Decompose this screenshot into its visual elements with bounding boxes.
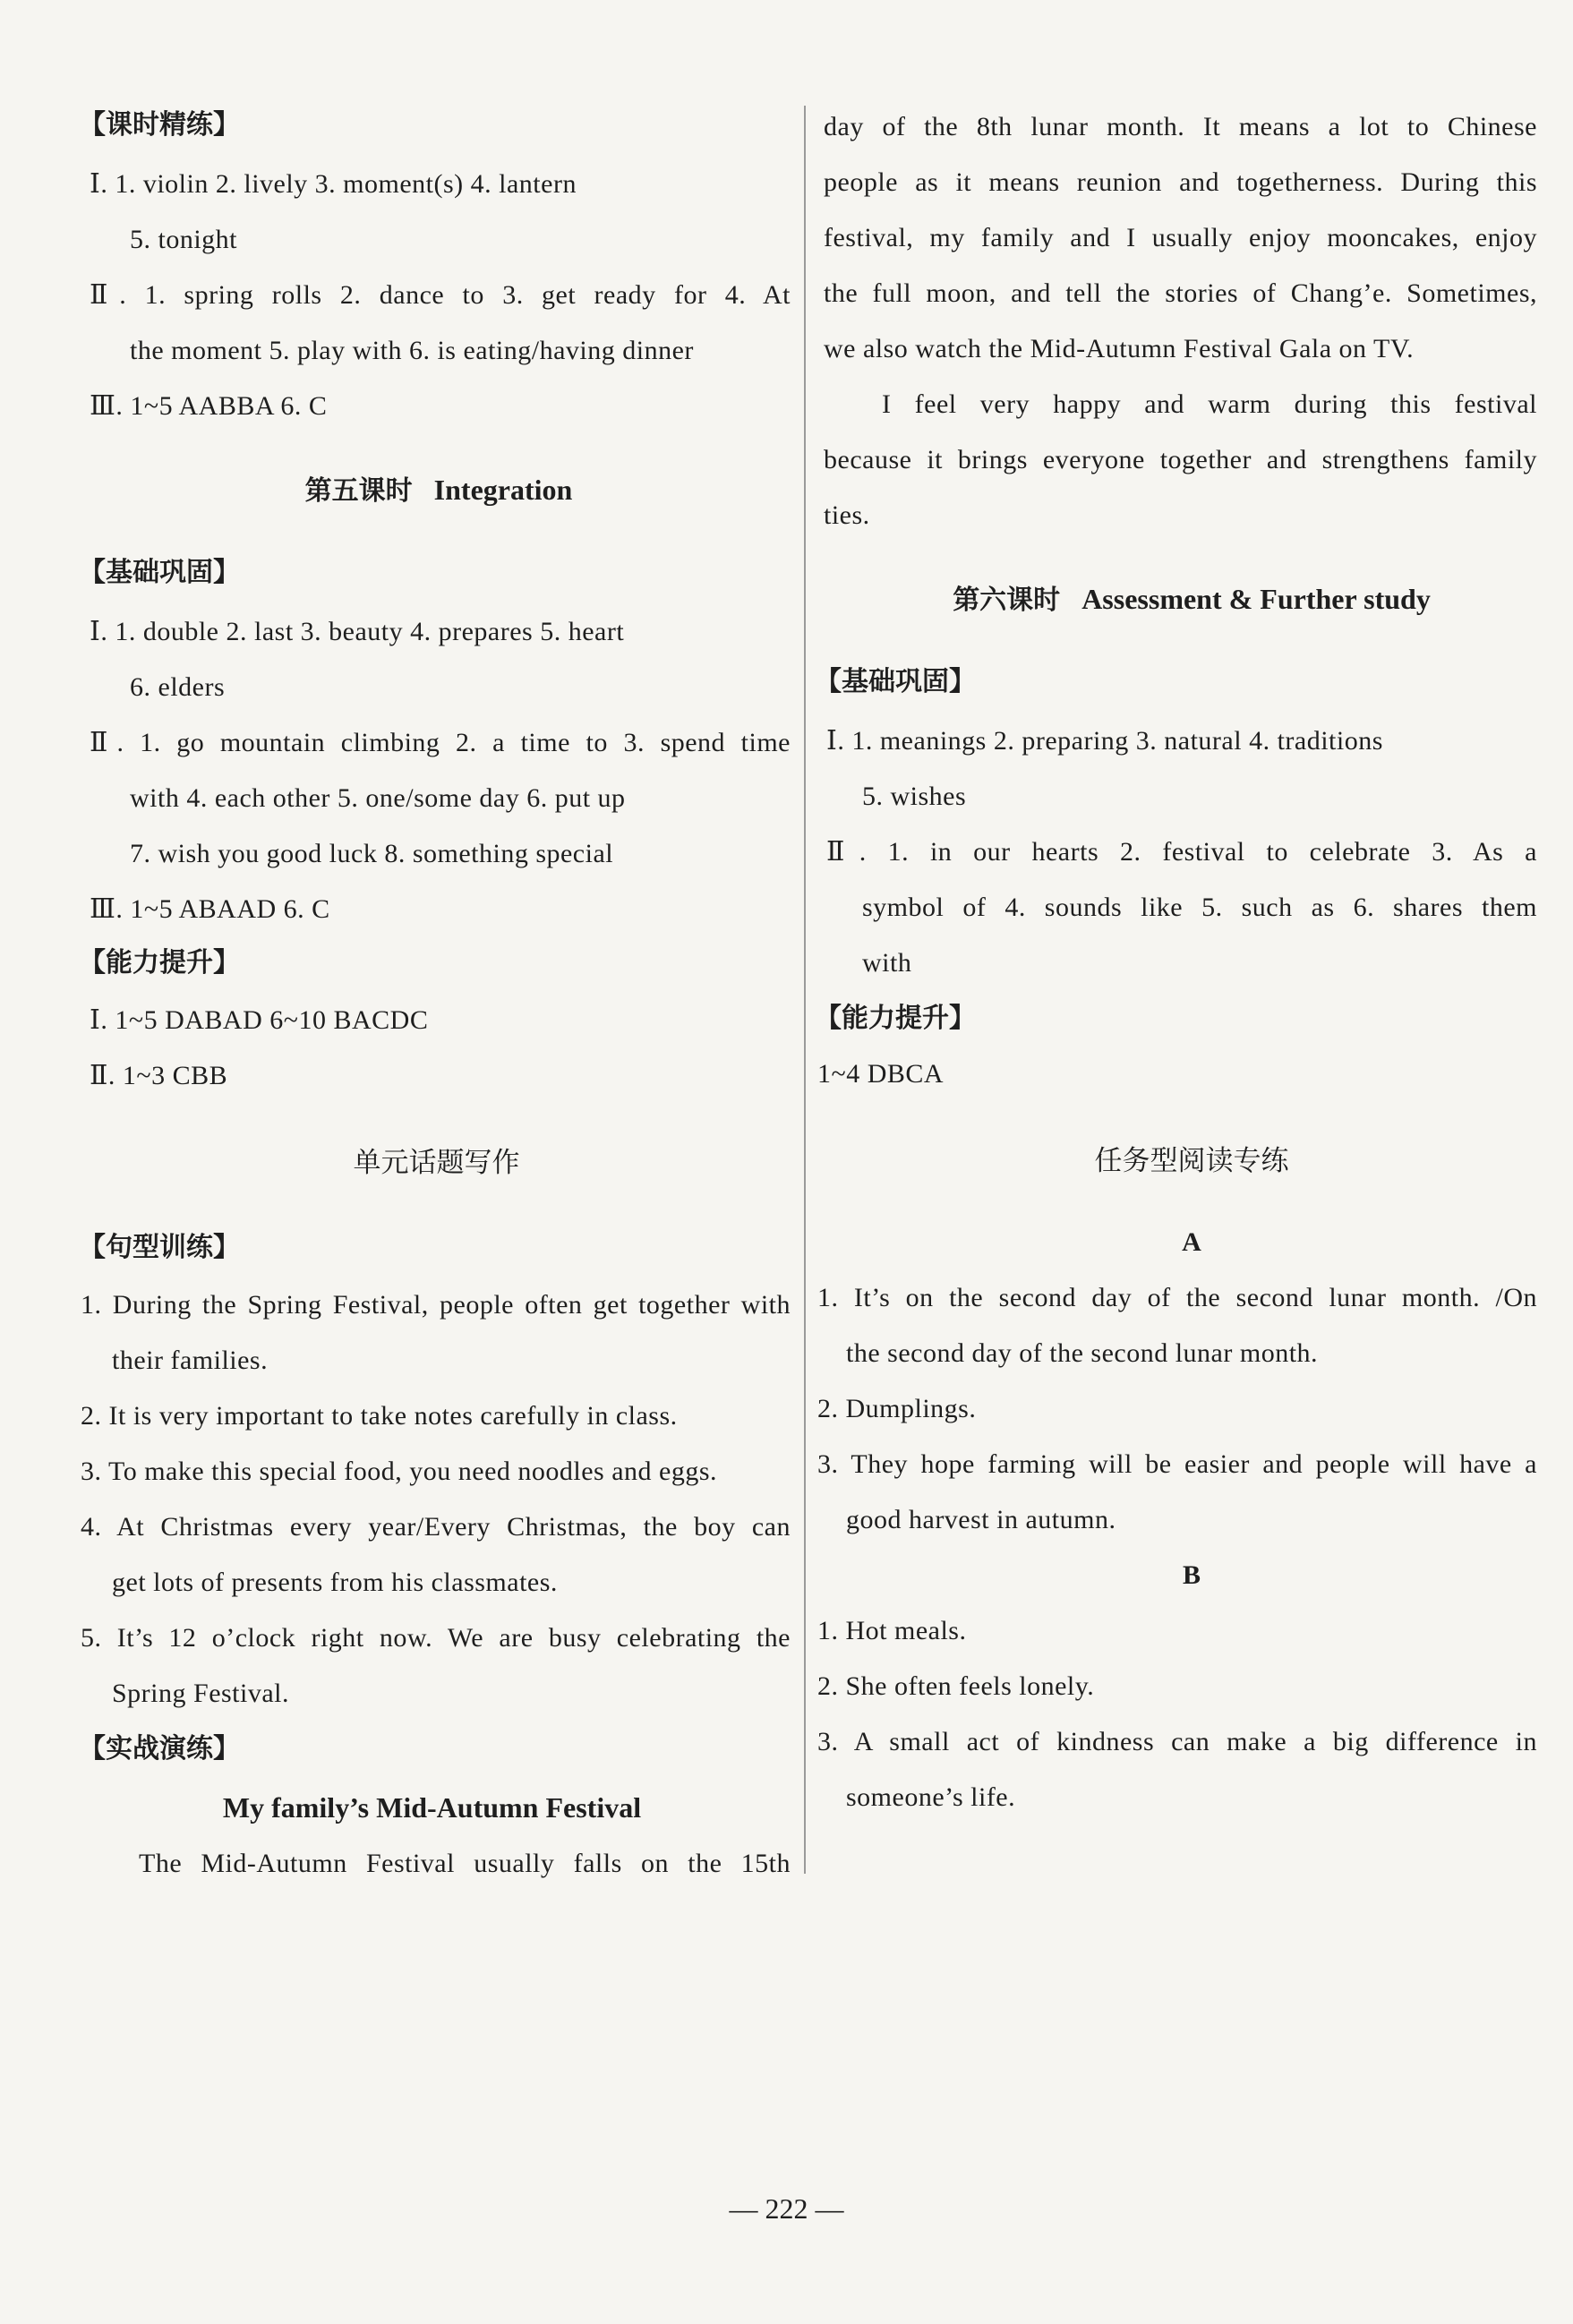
answer-line: 5. It’s 12 o’clock right now. We are busy celebrating the	[81, 1623, 791, 1653]
essay-title: My family’s Mid-Autumn Festival	[222, 1791, 642, 1824]
essay-line: because it brings everyone together and strengthens family	[824, 445, 1537, 474]
lesson-heading-zh: 第六课时	[953, 585, 1061, 616]
answer-line: 4. At Christmas every year/Every Christmas, the boy can	[81, 1512, 791, 1542]
answer-line: Ⅱ. 1. go mountain climbing 2. a time to 3. spend time	[90, 728, 791, 757]
section-label-sentences: 【句型训练】	[79, 1232, 240, 1263]
lesson-heading-zh: 第五课时	[304, 475, 413, 507]
answer-line: Ⅰ. 1. violin 2. lively 3. moment(s) 4. lantern	[90, 169, 577, 199]
essay-line: The Mid-Autumn Festival usually falls on the 15th	[139, 1849, 791, 1878]
section-title-task-reading: 任务型阅读专练	[1094, 1145, 1289, 1177]
essay-line: ties.	[824, 500, 870, 530]
essay-line: day of the 8th lunar month. It means a lot to Chinese	[824, 112, 1537, 141]
answer-line: 5. wishes	[862, 782, 967, 811]
answer-line: 1. It’s on the second day of the second lunar month. /On	[817, 1283, 1537, 1312]
essay-line: the full moon, and tell the stories of Chang’e. Sometimes,	[824, 278, 1537, 308]
answer-line: the moment 5. play with 6. is eating/having dinner	[130, 336, 694, 365]
answer-line: symbol of 4. sounds like 5. such as 6. shares them	[862, 893, 1537, 922]
page-number: — 222 —	[729, 2192, 844, 2225]
section-label-improve: 【能力提升】	[79, 947, 240, 978]
answer-line: with	[862, 948, 912, 978]
answer-line: someone’s life.	[846, 1782, 1016, 1812]
answer-line: 3. To make this special food, you need noodles and eggs.	[81, 1457, 718, 1486]
essay-line: we also watch the Mid-Autumn Festival Gala on TV.	[824, 334, 1415, 363]
answer-line: Ⅰ. 1~5 DABAD 6~10 BACDC	[90, 1005, 429, 1035]
answer-line: 3. A small act of kindness can make a big difference in	[817, 1727, 1537, 1756]
lesson-heading-6	[810, 582, 1573, 618]
passage-heading-a: A	[1182, 1227, 1201, 1257]
section-label-practice: 【课时精练】	[79, 109, 240, 141]
answer-line: 6. elders	[130, 672, 226, 702]
answer-line: 1. Hot meals.	[817, 1616, 967, 1645]
answer-line: good harvest in autumn.	[846, 1505, 1116, 1534]
essay-line: festival, my family and I usually enjoy mooncakes, enjoy	[824, 223, 1537, 252]
answer-line: 1~4 DBCA	[817, 1059, 945, 1089]
answer-line: Ⅲ. 1~5 ABAAD 6. C	[90, 894, 330, 924]
answer-line: the second day of the second lunar month.	[846, 1338, 1319, 1368]
answer-line: 5. tonight	[130, 225, 238, 254]
answer-line: Ⅰ. 1. meanings 2. preparing 3. natural 4. traditions	[826, 726, 1383, 756]
section-label-improve: 【能力提升】	[815, 1003, 976, 1034]
essay-line: people as it means reunion and togetherness. During this	[824, 167, 1537, 197]
answer-line: Ⅰ. 1. double 2. last 3. beauty 4. prepares 5. heart	[90, 617, 625, 646]
answer-line: 2. She often feels lonely.	[817, 1671, 1095, 1701]
answer-line: Ⅲ. 1~5 AABBA 6. C	[90, 391, 328, 421]
section-label-basics: 【基础巩固】	[815, 666, 976, 697]
lesson-heading-en: Assessment & Further study	[1081, 583, 1431, 615]
answer-line: 7. wish you good luck 8. something special	[130, 839, 614, 868]
answer-line: 2. Dumplings.	[817, 1394, 977, 1423]
section-title-writing: 单元话题写作	[353, 1147, 520, 1179]
answer-line: get lots of presents from his classmates.	[112, 1568, 558, 1597]
answer-line: Spring Festival.	[112, 1679, 290, 1708]
answer-line: Ⅱ. 1. spring rolls 2. dance to 3. get ready for 4. At	[90, 280, 791, 310]
lesson-heading-en: Integration	[433, 474, 573, 506]
section-label-basics: 【基础巩固】	[79, 557, 240, 588]
answer-line: 3. They hope farming will be easier and people will have a	[817, 1449, 1537, 1479]
lesson-heading-5	[0, 473, 877, 508]
column-divider	[804, 106, 806, 1874]
answer-line: 1. During the Spring Festival, people often get together with	[81, 1290, 791, 1320]
answer-line: Ⅱ. 1~3 CBB	[90, 1061, 228, 1090]
answer-line: their families.	[112, 1346, 269, 1375]
section-label-practice-writing: 【实战演练】	[79, 1733, 240, 1764]
answer-line: Ⅱ. 1. in our hearts 2. festival to celebrate 3. As a	[826, 837, 1537, 867]
answer-line: with 4. each other 5. one/some day 6. put up	[130, 783, 626, 813]
essay-line: I feel very happy and warm during this festival	[882, 389, 1537, 419]
passage-heading-b: B	[1182, 1560, 1201, 1590]
answer-line: 2. It is very important to take notes carefully in class.	[81, 1401, 678, 1431]
